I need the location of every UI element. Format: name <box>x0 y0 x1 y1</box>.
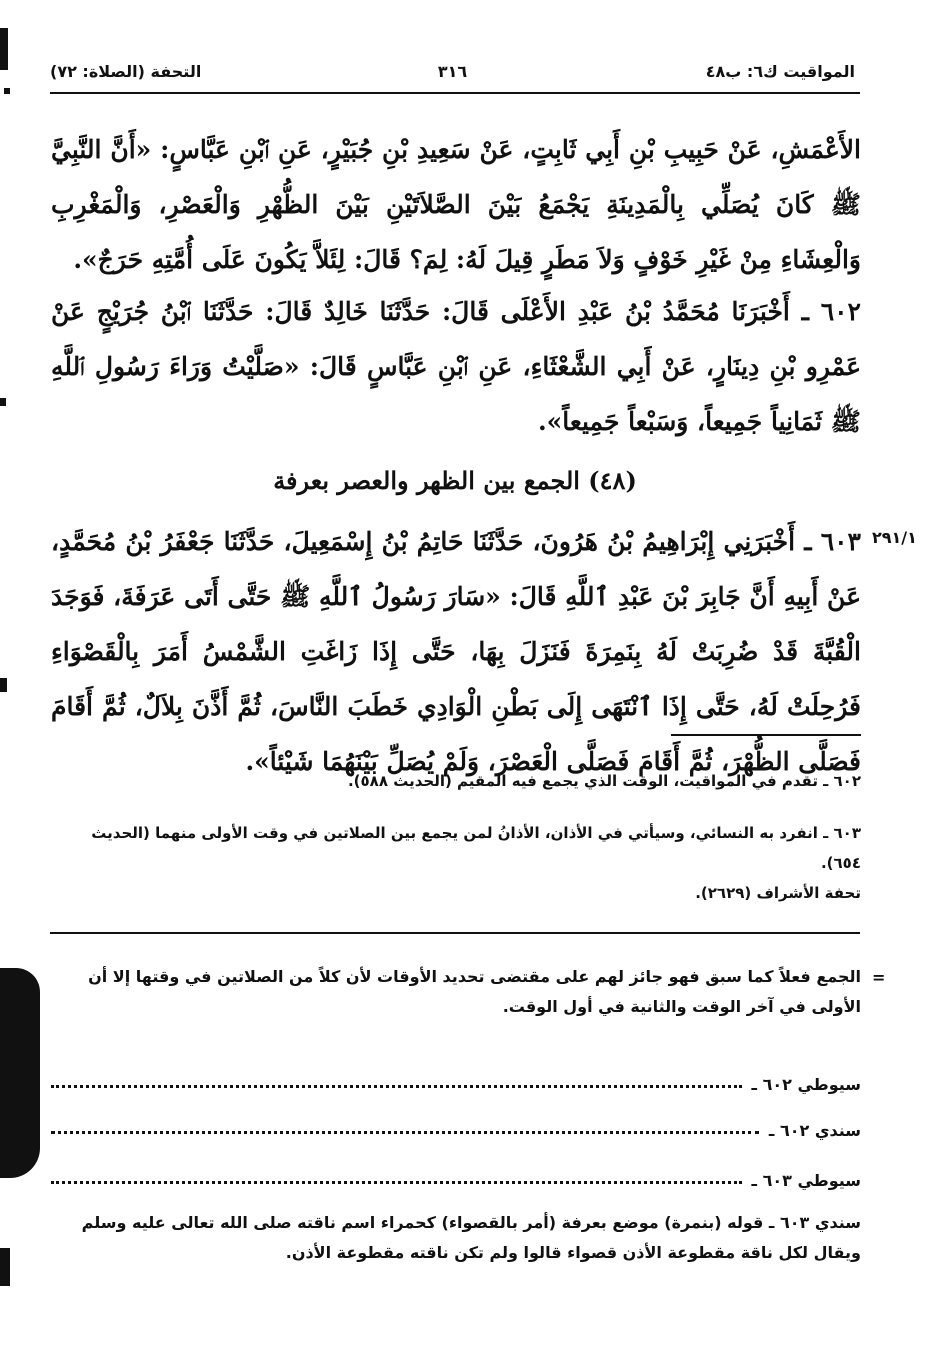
page-header <box>50 62 855 88</box>
hadith-text: أَخْبَرَنِي إِبْرَاهِيمُ بْنُ هَرُونَ، حَدَّثَنَا حَاتِمُ بْنُ إِسْمَعِيلَ، حَدَّثَنَا جَعْفَرُ بْنُ مُحَمَّدٍ، عَنْ أَبِيهِ أَنَّ جَابِرَ بْنَ عَبْدِ ٱللَّهِ قَالَ: «سَارَ رَسُولُ ٱللَّهِ ﷺ حَتَّى أَتَى عَرَفَةَ، فَوَجَدَ الْقُبَّةَ قَدْ ضُرِبَتْ لَهُ بِنَمِرَةَ فَنَزَلَ بِهَا، حَتَّى إِذَا زَاغَتِ الشَّمْسُ أَمَرَ بِالْقَصْوَاءِ فَرُحِلَتْ لَهُ، حَتَّى إِذَا ٱنْتَهَى إِلَى بَطْنِ الْوَادِي خَطَبَ النَّاسَ، ثُمَّ أَذَّنَ بِلاَلٌ، ثُمَّ أَقَامَ فَصَلَّى الظُّهْرَ، ثُمَّ أَقَامَ فَصَلَّى الْعَصْرَ، وَلَمْ يُصَلِّ بَيْنَهُمَا شَيْئاً». <box>51 527 861 776</box>
scan-edge-mark <box>0 28 8 70</box>
hadith-602 <box>51 284 861 449</box>
dotted-leader <box>51 1131 759 1134</box>
entry-label: سيوطي ٦٠٣ ـ <box>751 1171 861 1190</box>
footnote-602 <box>51 766 861 796</box>
header-chapter-ref: المواقيت ك٦: ب٤٨ <box>705 62 855 81</box>
scan-edge-mark <box>0 678 7 692</box>
hadith-601-continuation <box>51 122 861 287</box>
commentary-text: الجمع فعلاً كما سبق فهو جائز لهم على مقتضى تحديد الأوقات لأن كلاً من الصلاتين في وقتها إلا أن الأولى في آخر الوقت والثانية في أول الوقت. <box>88 967 861 1016</box>
footnote-text: تحفة الأشراف (٢٦٢٩). <box>695 884 861 902</box>
scan-edge-mark <box>0 398 6 406</box>
scan-edge-mark <box>4 88 10 94</box>
footnote-text: ٦٠٢ ـ تقدم في المواقيت، الوقت الذي يجمع فيه المقيم (الحديث ٥٨٨). <box>347 772 861 790</box>
dotted-entry <box>51 1162 861 1190</box>
dotted-entry <box>51 1066 861 1094</box>
section-title: (٤٨) الجمع بين الظهر والعصر بعرفة <box>273 466 637 495</box>
scan-edge-mark <box>0 968 40 1178</box>
footnote-603 <box>51 818 861 908</box>
commentary-text: سندي ٦٠٣ ـ قوله (بنمرة) موضع بعرفة (أمر بالقصواء) كحمراء اسم ناقته صلى الله تعالى عليه وسلم ويقال لكل ناقة مقطوعة الأذن قصواء قالوا ولم تكن ناقته مقطوعة الأذن. <box>81 1213 861 1262</box>
header-divider <box>50 92 860 94</box>
commentary-block <box>51 962 861 1022</box>
hadith-number: ٦٠٢ ـ <box>801 297 861 326</box>
dotted-leader <box>51 1085 742 1088</box>
hadith-text: أَخْبَرَنَا مُحَمَّدُ بْنُ عَبْدِ الأَعْلَى قَالَ: حَدَّثَنَا خَالِدٌ قَالَ: حَدَّثَنَا ٱبْنُ جُرَيْجٍ عَنْ عَمْرِو بْنِ دِينَارٍ، عَنْ أَبِي الشَّعْثَاءِ، عَنِ ٱبْنِ عَبَّاسٍ قَالَ: «صَلَّيْتُ وَرَاءَ رَسُولِ ٱللَّهِ ﷺ ثَمَانِياً جَمِيعاً، وَسَبْعاً جَمِيعاً». <box>51 297 861 436</box>
page-number: ٣١٦ <box>437 62 468 81</box>
header-tuhfa-ref: التحفة (الصلاة: ٧٢) <box>50 62 202 81</box>
hadith-603 <box>51 514 861 789</box>
footnote-divider <box>671 734 861 736</box>
hadith-number: ٦٠٣ ـ <box>804 527 861 556</box>
entry-label: سندي ٦٠٢ ـ <box>768 1121 861 1140</box>
dotted-entry <box>51 1112 861 1140</box>
scan-edge-mark <box>0 1248 10 1286</box>
dotted-leader <box>51 1181 742 1184</box>
commentary-divider <box>50 932 860 934</box>
hadith-text: الأَعْمَشِ، عَنْ حَبِيبِ بْنِ أَبِي ثَابِتٍ، عَنْ سَعِيدِ بْنِ جُبَيْرٍ، عَنِ ٱبْنِ عَبَّاسٍ: «أَنَّ النَّبِيَّ ﷺ كَانَ يُصَلِّي بِالْمَدِينَةِ يَجْمَعُ بَيْنَ الصَّلاَتَيْنِ بَيْنَ الظُّهْرِ وَالْعَصْرِ، وَالْمَغْرِبِ وَالْعِشَاءِ مِنْ غَيْرِ خَوْفٍ وَلاَ مَطَرٍ قِيلَ لَهُ: لِمَ؟ قَالَ: لِئَلاَّ يَكُونَ عَلَى أُمَّتِهِ حَرَجٌ». <box>51 135 861 274</box>
continuation-marker: = <box>872 968 886 987</box>
sindi-603-commentary <box>51 1208 861 1268</box>
footnote-text: ٦٠٣ ـ انفرد به النسائي، وسيأتي في الأذان، الأذانُ لمن يجمع بين الصلاتين في وقت الأولى منهما (الحديث ٦٥٤). <box>91 824 861 872</box>
margin-reference: ٢٩١/١ <box>872 528 917 547</box>
entry-label: سيوطي ٦٠٢ ـ <box>751 1075 861 1094</box>
